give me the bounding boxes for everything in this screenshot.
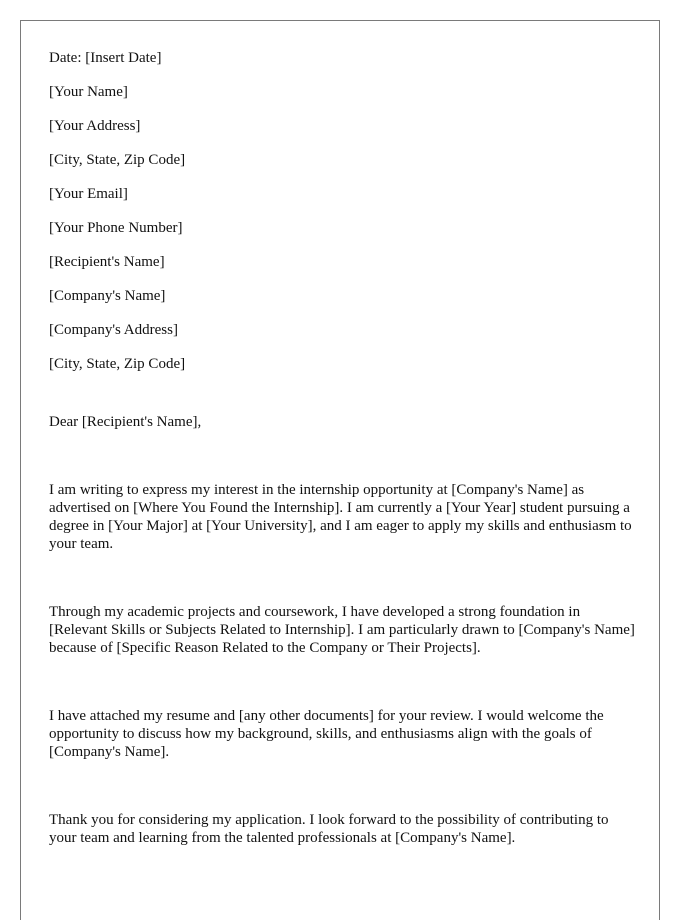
recipient-city-state-zip: [City, State, Zip Code] <box>49 356 186 372</box>
sender-phone: [Your Phone Number] <box>49 220 183 236</box>
letter-date: Date: [Insert Date] <box>49 50 162 66</box>
sender-name: [Your Name] <box>49 84 128 100</box>
body-paragraph-attachments: I have attached my resume and [any other documents] for your review. I would welcome the opportunity to discuss how my background, skills, and enthusiasms align with the goals of [Company's Name]. <box>49 708 604 760</box>
body-paragraph-skills: Through my academic projects and coursework, I have developed a strong foundation in [Relevant Skills or Subjects Related to Internship]. I am particularly drawn to [Company's Name] because of [Specific Reason Related to the Company or Their Projects]. <box>49 604 635 656</box>
body-paragraph-intro: I am writing to express my interest in the internship opportunity at [Company's Name] as advertised on [Where You Found the Internship]. I am currently a [Your Year] student pursuing a degree in [Your Major] at [Your University], and I am eager to apply my skills and enthusiasm to your team. <box>49 482 632 552</box>
letter-page <box>20 20 660 920</box>
recipient-name: [Recipient's Name] <box>49 254 165 270</box>
letter-content <box>49 49 639 847</box>
sender-address: [Your Address] <box>49 118 141 134</box>
sender-email: [Your Email] <box>49 186 128 202</box>
salutation: Dear [Recipient's Name], <box>49 414 202 430</box>
recipient-address: [Company's Address] <box>49 322 178 338</box>
sender-city-state-zip: [City, State, Zip Code] <box>49 152 186 168</box>
body-paragraph-closing: Thank you for considering my application. I look forward to the possibility of contributing to your team and learning from the talented professionals at [Company's Name]. <box>49 812 609 846</box>
recipient-company: [Company's Name] <box>49 288 166 304</box>
